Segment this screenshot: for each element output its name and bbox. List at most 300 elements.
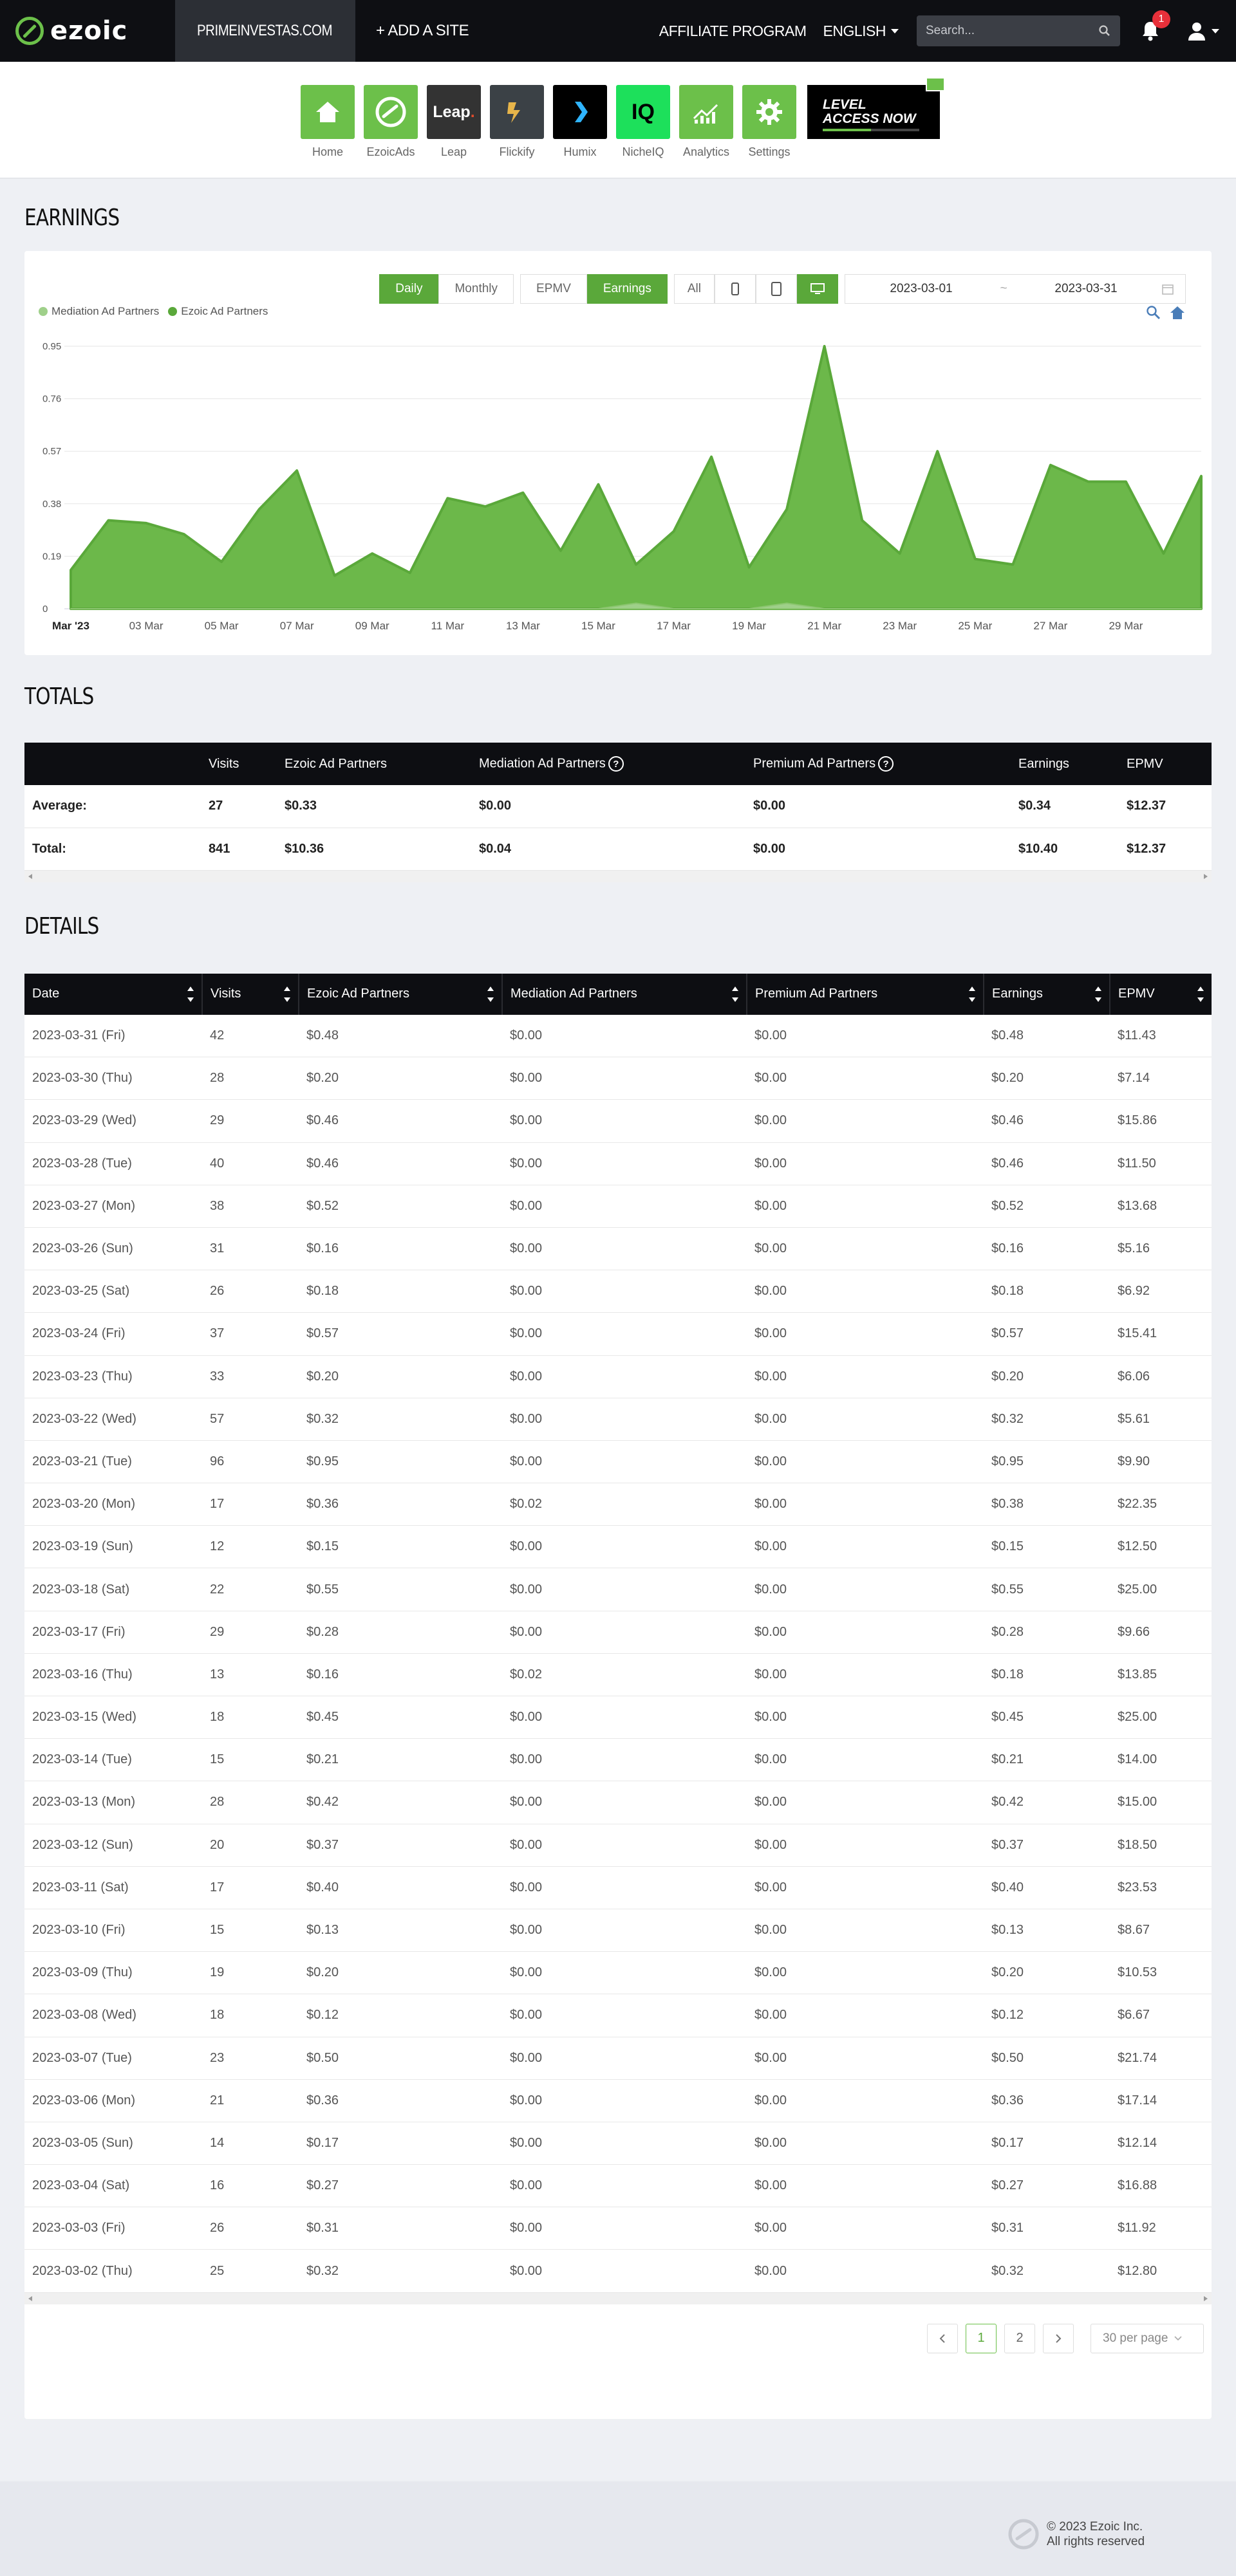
table-cell: $0.00 <box>747 2037 984 2079</box>
table-cell: 2023-03-02 (Thu) <box>24 2250 202 2292</box>
table-cell: 2023-03-15 (Wed) <box>24 1696 202 1739</box>
table-cell: $0.45 <box>299 1696 502 1739</box>
table-cell: $0.00 <box>747 1270 984 1313</box>
table-cell: 15 <box>202 1909 299 1951</box>
table-cell: $25.00 <box>1110 1696 1212 1739</box>
search-input[interactable] <box>926 24 1098 38</box>
table-cell: $0.00 <box>502 1994 747 2037</box>
table-cell: $0.20 <box>984 1355 1110 1398</box>
app-label: Leap <box>440 145 467 158</box>
sort-icon <box>187 987 194 1002</box>
date-from[interactable]: 2023-03-01 <box>890 282 953 295</box>
table-cell: $0.02 <box>502 1653 747 1696</box>
table-row <box>24 1398 1212 1440</box>
table-row <box>24 2037 1212 2079</box>
table-cell: 2023-03-25 (Sat) <box>24 1270 202 1313</box>
table-cell: $0.00 <box>747 1483 984 1526</box>
language-label: ENGLISH <box>823 22 886 39</box>
site-selector[interactable] <box>175 0 355 62</box>
chevron-right-icon <box>1055 2334 1062 2343</box>
table-cell: $9.66 <box>1110 1611 1212 1653</box>
flickify-icon <box>490 85 544 139</box>
notification-count-badge: 1 <box>1152 10 1170 28</box>
table-cell: 26 <box>202 1270 299 1313</box>
app-nicheiq[interactable] <box>616 85 670 178</box>
table-cell: $0.00 <box>502 1185 747 1227</box>
chevron-down-icon <box>1174 2336 1182 2341</box>
table-cell: 2023-03-14 (Tue) <box>24 1739 202 1781</box>
table-cell: $0.00 <box>502 1568 747 1611</box>
sort-icon <box>1197 987 1204 1002</box>
table-cell: $10.53 <box>1110 1952 1212 1994</box>
table-cell: 2023-03-23 (Thu) <box>24 1355 202 1398</box>
table-cell: $0.20 <box>299 1057 502 1100</box>
scroll-right-icon[interactable] <box>1204 2296 1208 2301</box>
user-icon <box>1187 21 1206 41</box>
table-cell: 38 <box>202 1185 299 1227</box>
y-tick-label: 0.95 <box>42 341 62 352</box>
analytics-icon <box>679 85 733 139</box>
table-cell: $0.00 <box>747 1355 984 1398</box>
chevron-left-icon <box>939 2334 946 2343</box>
table-row <box>24 1781 1212 1824</box>
table-cell: 18 <box>202 1994 299 2037</box>
date-separator: ~ <box>1000 282 1007 295</box>
page-1-button[interactable]: 1 <box>966 2324 997 2353</box>
table-cell: $0.00 <box>747 1015 984 1057</box>
table-cell: $0.55 <box>984 1568 1110 1611</box>
sort-header-ezoic[interactable] <box>299 974 502 1015</box>
table-cell: 22 <box>202 1568 299 1611</box>
header-text: Premium Ad Partners <box>753 756 876 771</box>
table-cell: $0.00 <box>747 2250 984 2292</box>
table-cell: 2023-03-21 (Tue) <box>24 1440 202 1483</box>
table-cell: $0.40 <box>299 1866 502 1909</box>
table-cell: $0.18 <box>984 1653 1110 1696</box>
x-tick-label: 23 Mar <box>883 620 917 632</box>
table-cell: 40 <box>202 1142 299 1185</box>
table-cell: $0.00 <box>502 1781 747 1824</box>
table-row <box>24 1952 1212 1994</box>
table-cell: $0.31 <box>299 2207 502 2250</box>
language-dropdown[interactable] <box>823 23 899 40</box>
sort-icon <box>284 987 290 1002</box>
table-cell: $0.32 <box>984 2250 1110 2292</box>
table-cell: $13.68 <box>1110 1185 1212 1227</box>
earnings-card <box>24 251 1212 655</box>
nicheiq-icon: IQ <box>616 85 670 139</box>
table-cell: $0.28 <box>299 1611 502 1653</box>
table-cell: $0.16 <box>299 1227 502 1270</box>
table-row <box>24 1440 1212 1483</box>
table-cell: $0.37 <box>299 1824 502 1866</box>
x-tick-label: 11 Mar <box>431 620 465 632</box>
table-cell: $0.00 <box>747 1440 984 1483</box>
table-cell: $0.00 <box>502 1696 747 1739</box>
app-analytics[interactable] <box>679 85 733 178</box>
x-tick-label: 13 Mar <box>505 620 540 632</box>
table-cell: 28 <box>202 1781 299 1824</box>
table-row <box>24 1696 1212 1739</box>
notifications-button[interactable] <box>1141 14 1165 41</box>
table-cell: 2023-03-27 (Mon) <box>24 1185 202 1227</box>
table-cell: $0.48 <box>299 1015 502 1057</box>
table-row <box>24 1824 1212 1866</box>
table-cell: $0.00 <box>747 1653 984 1696</box>
table-cell: 14 <box>202 2122 299 2164</box>
y-tick-label: 0.57 <box>42 446 62 458</box>
table-cell: $17.14 <box>1110 2079 1212 2122</box>
affiliate-program-link[interactable]: AFFILIATE PROGRAM <box>659 22 807 39</box>
epmv-button[interactable]: EPMV <box>520 274 587 304</box>
user-menu[interactable] <box>1187 21 1219 41</box>
home-icon <box>301 85 355 139</box>
sort-header-visits[interactable] <box>202 974 299 1015</box>
table-cell: $0.12 <box>299 1994 502 2037</box>
per-page-select[interactable] <box>1091 2324 1204 2353</box>
table-cell: 2023-03-08 (Wed) <box>24 1994 202 2037</box>
table-cell: $9.90 <box>1110 1440 1212 1483</box>
table-cell: 2023-03-05 (Sun) <box>24 2122 202 2164</box>
sort-header-epmv[interactable] <box>1110 974 1212 1015</box>
table-cell: 26 <box>202 2207 299 2250</box>
ezoic-logo[interactable] <box>15 0 175 62</box>
table-cell: $25.00 <box>1110 1568 1212 1611</box>
table-cell: $0.00 <box>745 828 1011 870</box>
details-table <box>24 974 1212 2293</box>
totals-header-ezoic: Ezoic Ad Partners <box>277 743 471 785</box>
header-text: Earnings <box>992 987 1043 1001</box>
legend-label: Ezoic Ad Partners <box>181 305 268 317</box>
table-cell: $0.00 <box>747 2122 984 2164</box>
x-tick-label: 03 Mar <box>129 620 164 632</box>
table-cell: $12.50 <box>1110 1526 1212 1568</box>
table-cell: $0.00 <box>747 1952 984 1994</box>
totals-header-label <box>24 743 201 785</box>
table-cell: $0.46 <box>984 1100 1110 1142</box>
table-cell: $0.20 <box>984 1952 1110 1994</box>
app-label: Humix <box>563 145 597 158</box>
monthly-button[interactable]: Monthly <box>438 274 514 304</box>
totals-header-mediation <box>471 743 745 785</box>
table-cell: $21.74 <box>1110 2037 1212 2079</box>
table-cell: $23.53 <box>1110 1866 1212 1909</box>
table-cell: $0.00 <box>502 1057 747 1100</box>
table-cell: $0.18 <box>984 1270 1110 1313</box>
table-row <box>24 1611 1212 1653</box>
table-cell: $0.00 <box>502 1866 747 1909</box>
x-tick-label: 05 Mar <box>204 620 239 632</box>
table-cell: $0.00 <box>502 2165 747 2207</box>
x-tick-label: 25 Mar <box>958 620 993 632</box>
x-tick-label: 19 Mar <box>732 620 767 632</box>
table-cell: 2023-03-06 (Mon) <box>24 2079 202 2122</box>
table-cell: 2023-03-18 (Sat) <box>24 1568 202 1611</box>
table-cell: $0.00 <box>502 1952 747 1994</box>
table-cell: $0.20 <box>984 1057 1110 1100</box>
table-cell: $0.00 <box>747 1526 984 1568</box>
table-cell: $0.00 <box>747 1398 984 1440</box>
table-cell: $12.80 <box>1110 2250 1212 2292</box>
totals-title: TOTALS <box>24 683 94 710</box>
table-cell: 31 <box>202 1227 299 1270</box>
table-cell: $0.00 <box>502 2207 747 2250</box>
table-cell: $0.57 <box>984 1313 1110 1355</box>
table-cell: $0.00 <box>502 2250 747 2292</box>
table-cell: $0.46 <box>984 1142 1110 1185</box>
table-row <box>24 1313 1212 1355</box>
table-cell: $0.00 <box>747 1994 984 2037</box>
app-label: Settings <box>748 145 791 158</box>
table-row <box>24 2250 1212 2292</box>
details-header-row <box>24 974 1212 1015</box>
x-tick-label: 29 Mar <box>1109 620 1143 632</box>
details-title: DETAILS <box>24 913 99 940</box>
table-row <box>24 1185 1212 1227</box>
table-cell: $0.00 <box>502 1909 747 1951</box>
earnings-chart <box>24 251 1212 655</box>
scroll-left-icon[interactable] <box>28 874 32 879</box>
y-tick-label: 0 <box>42 604 48 615</box>
gear-icon <box>742 85 796 139</box>
table-cell: $0.37 <box>984 1824 1110 1866</box>
table-cell: $0.00 <box>747 1866 984 1909</box>
table-cell: $0.00 <box>502 1824 747 1866</box>
daily-button[interactable]: Daily <box>379 274 438 304</box>
table-cell: $12.14 <box>1110 2122 1212 2164</box>
search-icon[interactable] <box>1098 24 1111 37</box>
header-text: EPMV <box>1118 987 1155 1001</box>
table-cell: $0.33 <box>277 785 471 828</box>
table-cell: $0.00 <box>502 2122 747 2164</box>
table-cell: $0.95 <box>299 1440 502 1483</box>
table-cell: Average: <box>24 785 201 828</box>
y-tick-label: 0.76 <box>42 393 62 405</box>
table-cell: $0.00 <box>502 1440 747 1483</box>
totals-header-row <box>24 743 1212 785</box>
table-cell: 841 <box>201 828 277 870</box>
table-cell: $0.32 <box>299 1398 502 1440</box>
table-cell: $0.57 <box>299 1313 502 1355</box>
table-cell: $0.00 <box>502 1355 747 1398</box>
table-cell: $0.00 <box>502 1739 747 1781</box>
copyright-text: © 2023 Ezoic Inc. <box>1047 2520 1143 2534</box>
table-cell: $0.38 <box>984 1483 1110 1526</box>
table-cell: $0.00 <box>747 2165 984 2207</box>
sort-icon <box>1095 987 1101 1002</box>
table-row <box>24 1015 1212 1057</box>
table-cell: 28 <box>202 1057 299 1100</box>
sort-header-premium[interactable] <box>747 974 984 1015</box>
scroll-left-icon[interactable] <box>28 2296 32 2301</box>
table-cell: $0.46 <box>299 1142 502 1185</box>
header-text: Visits <box>211 987 241 1001</box>
table-cell: $0.00 <box>502 2079 747 2122</box>
table-cell: $14.00 <box>1110 1739 1212 1781</box>
table-cell: 19 <box>202 1952 299 1994</box>
series-area-ezoic <box>71 346 1201 609</box>
table-row <box>24 2079 1212 2122</box>
table-cell: $0.00 <box>747 1227 984 1270</box>
table-cell: $0.00 <box>502 1227 747 1270</box>
table-row <box>24 1568 1212 1611</box>
chevron-down-icon <box>891 29 899 33</box>
table-cell: $0.00 <box>747 2207 984 2250</box>
table-cell: $0.27 <box>984 2165 1110 2207</box>
table-row <box>24 1100 1212 1142</box>
table-row <box>24 828 1212 870</box>
device-all-button[interactable]: All <box>674 274 715 304</box>
totals-header-premium <box>745 743 1011 785</box>
table-cell: 17 <box>202 1866 299 1909</box>
table-cell: $0.16 <box>299 1653 502 1696</box>
table-cell: 37 <box>202 1313 299 1355</box>
header-text: Premium Ad Partners <box>755 987 878 1001</box>
table-row <box>24 2207 1212 2250</box>
table-cell: $0.15 <box>984 1526 1110 1568</box>
table-cell: $7.14 <box>1110 1057 1212 1100</box>
table-cell: $0.00 <box>747 1185 984 1227</box>
app-label: Flickify <box>499 145 535 158</box>
table-cell: $6.67 <box>1110 1994 1212 2037</box>
next-page-button[interactable] <box>1043 2324 1074 2353</box>
table-cell: $0.00 <box>747 1100 984 1142</box>
table-cell: $0.36 <box>984 2079 1110 2122</box>
table-cell: 2023-03-28 (Tue) <box>24 1142 202 1185</box>
ezoic-footer-logo-icon <box>1007 2517 1040 2551</box>
app-ezoicads[interactable] <box>364 85 418 178</box>
chevron-down-icon <box>1212 29 1219 33</box>
sort-icon <box>487 987 494 1002</box>
rights-text: All rights reserved <box>1047 2535 1145 2548</box>
table-cell: $0.20 <box>299 1952 502 1994</box>
apps-bar <box>0 62 1236 179</box>
table-cell: 21 <box>202 2079 299 2122</box>
table-cell: $18.50 <box>1110 1824 1212 1866</box>
help-icon[interactable]: ? <box>878 756 894 772</box>
table-cell: $0.50 <box>299 2037 502 2079</box>
table-cell: 2023-03-09 (Thu) <box>24 1952 202 1994</box>
table-cell: $10.40 <box>1011 828 1119 870</box>
app-leap[interactable] <box>427 85 481 178</box>
earnings-title: EARNINGS <box>24 205 120 231</box>
sort-header-earnings[interactable] <box>984 974 1110 1015</box>
table-cell: 23 <box>202 2037 299 2079</box>
site-name: PRIMEINVESTAS.COM <box>175 0 328 62</box>
prev-page-button[interactable] <box>927 2324 958 2353</box>
table-cell: $0.00 <box>502 1100 747 1142</box>
table-row <box>24 785 1212 828</box>
table-cell: 42 <box>202 1015 299 1057</box>
table-cell: 29 <box>202 1100 299 1142</box>
sort-header-mediation[interactable] <box>502 974 747 1015</box>
table-cell: 2023-03-20 (Mon) <box>24 1483 202 1526</box>
table-cell: $0.00 <box>747 1057 984 1100</box>
x-tick-label: 09 Mar <box>355 620 389 632</box>
table-cell: 18 <box>202 1696 299 1739</box>
ezoic-logo-icon <box>15 17 44 45</box>
table-cell: 25 <box>202 2250 299 2292</box>
x-tick-label: 07 Mar <box>279 620 314 632</box>
header-text: Date <box>32 987 60 1001</box>
legend-label: Mediation Ad Partners <box>52 305 160 317</box>
table-cell: $0.20 <box>299 1355 502 1398</box>
table-cell: $0.00 <box>502 1270 747 1313</box>
help-icon[interactable]: ? <box>608 756 624 772</box>
table-row <box>24 1526 1212 1568</box>
y-tick-label: 0.38 <box>42 498 62 510</box>
table-cell: $0.02 <box>502 1483 747 1526</box>
app-label: NicheIQ <box>622 145 664 158</box>
table-cell: 13 <box>202 1653 299 1696</box>
table-cell: $0.00 <box>747 1909 984 1951</box>
table-cell: 2023-03-16 (Thu) <box>24 1653 202 1696</box>
table-cell: $22.35 <box>1110 1483 1212 1526</box>
horizontal-scrollbar[interactable] <box>24 2293 1212 2304</box>
table-cell: 2023-03-22 (Wed) <box>24 1398 202 1440</box>
table-row <box>24 1057 1212 1100</box>
table-cell: 2023-03-19 (Sun) <box>24 1526 202 1568</box>
table-row <box>24 1227 1212 1270</box>
app-home[interactable] <box>301 85 355 178</box>
table-cell: 2023-03-07 (Tue) <box>24 2037 202 2079</box>
table-cell: 2023-03-31 (Fri) <box>24 1015 202 1057</box>
table-cell: $0.52 <box>984 1185 1110 1227</box>
table-cell: $15.86 <box>1110 1100 1212 1142</box>
scroll-right-icon[interactable] <box>1204 874 1208 879</box>
pagination <box>24 2304 1212 2353</box>
table-cell: 2023-03-12 (Sun) <box>24 1824 202 1866</box>
table-cell: $0.00 <box>502 2037 747 2079</box>
x-tick-label: 21 Mar <box>807 620 842 632</box>
table-cell: $0.16 <box>984 1227 1110 1270</box>
table-cell: $0.21 <box>984 1739 1110 1781</box>
table-cell: $15.00 <box>1110 1781 1212 1824</box>
table-cell: $0.00 <box>747 1568 984 1611</box>
table-cell: $0.00 <box>745 785 1011 828</box>
app-flickify[interactable] <box>490 85 544 178</box>
add-site-link[interactable]: + ADD A SITE <box>376 22 469 39</box>
y-tick-label: 0.19 <box>42 551 62 562</box>
sort-header-date[interactable] <box>24 974 202 1015</box>
table-cell: $15.41 <box>1110 1313 1212 1355</box>
date-to[interactable]: 2023-03-31 <box>1054 282 1118 295</box>
header-text: Mediation Ad Partners <box>479 756 606 771</box>
table-cell: $0.48 <box>984 1015 1110 1057</box>
totals-header-visits: Visits <box>201 743 277 785</box>
table-row <box>24 1739 1212 1781</box>
app-settings[interactable] <box>742 85 796 178</box>
level-banner-line1: LEVEL <box>823 97 866 112</box>
horizontal-scrollbar[interactable] <box>24 871 1212 882</box>
table-cell: $6.06 <box>1110 1355 1212 1398</box>
table-cell: 2023-03-10 (Fri) <box>24 1909 202 1951</box>
x-tick-label: 15 Mar <box>581 620 615 632</box>
table-cell: $0.45 <box>984 1696 1110 1739</box>
level-access-banner[interactable] <box>807 85 940 139</box>
table-cell: $13.85 <box>1110 1653 1212 1696</box>
page-2-button[interactable]: 2 <box>1004 2324 1035 2353</box>
totals-header-earnings: Earnings <box>1011 743 1119 785</box>
earnings-button[interactable]: Earnings <box>587 274 668 304</box>
table-row <box>24 1270 1212 1313</box>
humix-icon <box>553 85 607 139</box>
table-row <box>24 1994 1212 2037</box>
table-cell: $0.00 <box>747 1142 984 1185</box>
table-cell: $0.00 <box>502 1398 747 1440</box>
app-humix[interactable] <box>553 85 607 178</box>
totals-header-epmv: EPMV <box>1119 743 1212 785</box>
